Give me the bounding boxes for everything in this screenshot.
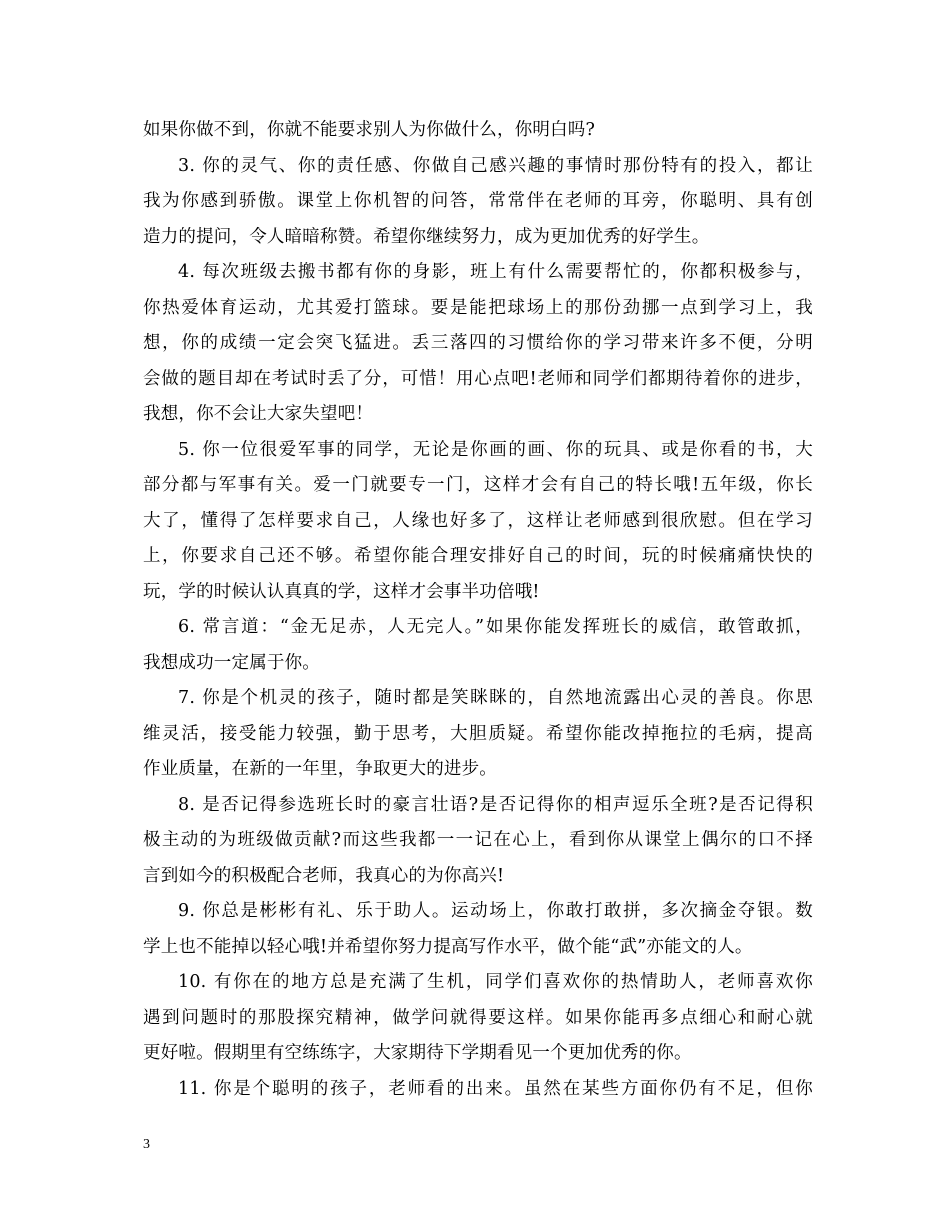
text-line: 言到如今的积极配合老师，我真心的为你高兴! — [143, 865, 505, 886]
text-line: 8. 是否记得参选班长时的豪言壮语?是否记得你的相声逗乐全班?是否记得积 — [178, 794, 813, 815]
text-line: 3. 你的灵气、你的责任感、你做自己感兴趣的事情时那份特有的投入，都让 — [178, 155, 813, 176]
page-number: 3 — [143, 1137, 150, 1152]
text-line: 极主动的为班级做贡献?而这些我都一一记在心上，看到你从课堂上偶尔的口不择 — [143, 830, 813, 850]
text-line: 我想成功一定属于你。 — [143, 652, 320, 673]
text-line: 我想，你不会让大家失望吧！ — [143, 404, 374, 424]
text-line: 玩，学的时候认认真真的学，这样才会事半功倍哦! — [143, 581, 540, 602]
text-line: 部分都与军事有关。爱一门就要专一门，这样才会有自己的特长哦!五年级，你长 — [143, 475, 813, 495]
text-line: 4. 每次班级去搬书都有你的身影，班上有什么需要帮忙的，你都积极参与， — [178, 262, 813, 282]
text-line: 遇到问题时的那股探究精神，做学问就得要这样。如果你能再多点细心和耐心就 — [143, 1007, 813, 1028]
text-line: 11. 你是个聪明的孩子，老师看的出来。虽然在某些方面你仍有不足，但你 — [178, 1078, 813, 1099]
text-line: 造力的提问，令人暗暗称赞。希望你继续努力，成为更加优秀的好学生。 — [143, 226, 710, 247]
text-line: 9. 你总是彬彬有礼、乐于助人。运动场上，你敢打敢拼，多次摘金夺银。数 — [178, 901, 813, 921]
text-line: 你热爱体育运动，尤其爱打篮球。要是能把球场上的那份劲挪一点到学习上，我 — [143, 297, 813, 318]
text-line: 10. 有你在的地方总是充满了生机，同学们喜欢你的热情助人，老师喜欢你 — [178, 972, 813, 992]
text-line: 学上也不能掉以轻心哦!并希望你努力提高写作水平，做个能“武”亦能文的人。 — [143, 936, 753, 957]
text-line: 作业质量，在新的一年里，争取更大的进步。 — [143, 759, 497, 779]
document-body — [143, 113, 813, 1107]
text-line: 如果你做不到，你就不能要求别人为你做什么，你明白吗? — [143, 120, 596, 140]
text-line: 会做的题目却在考试时丢了分，可惜！用心点吧!老师和同学们都期待着你的进步， — [143, 368, 813, 389]
text-line: 我为你感到骄傲。课堂上你机智的问答，常常伴在老师的耳旁，你聪明、具有创 — [143, 191, 813, 211]
text-line: 维灵活，接受能力较强，勤于思考，大胆质疑。希望你能改掉拖拉的毛病，提高 — [143, 723, 813, 744]
text-line: 想，你的成绩一定会突飞猛进。丢三落四的习惯给你的学习带来许多不便，分明 — [143, 333, 813, 353]
text-line: 更好啦。假期里有空练练字，大家期待下学期看见一个更加优秀的你。 — [143, 1043, 692, 1063]
text-line: 上，你要求自己还不够。希望你能合理安排好自己的时间，玩的时候痛痛快快的 — [143, 546, 813, 566]
text-line: 5. 你一位很爱军事的同学，无论是你画的画、你的玩具、或是你看的书，大 — [178, 439, 813, 460]
text-line: 大了，懂得了怎样要求自己，人缘也好多了，这样让老师感到很欣慰。但在学习 — [143, 510, 813, 531]
text-line: 6. 常言道：“金无足赤，人无完人。”如果你能发挥班长的威信，敢管敢抓， — [178, 617, 813, 637]
text-line: 7. 你是个机灵的孩子，随时都是笑眯眯的，自然地流露出心灵的善良。你思 — [178, 688, 813, 708]
